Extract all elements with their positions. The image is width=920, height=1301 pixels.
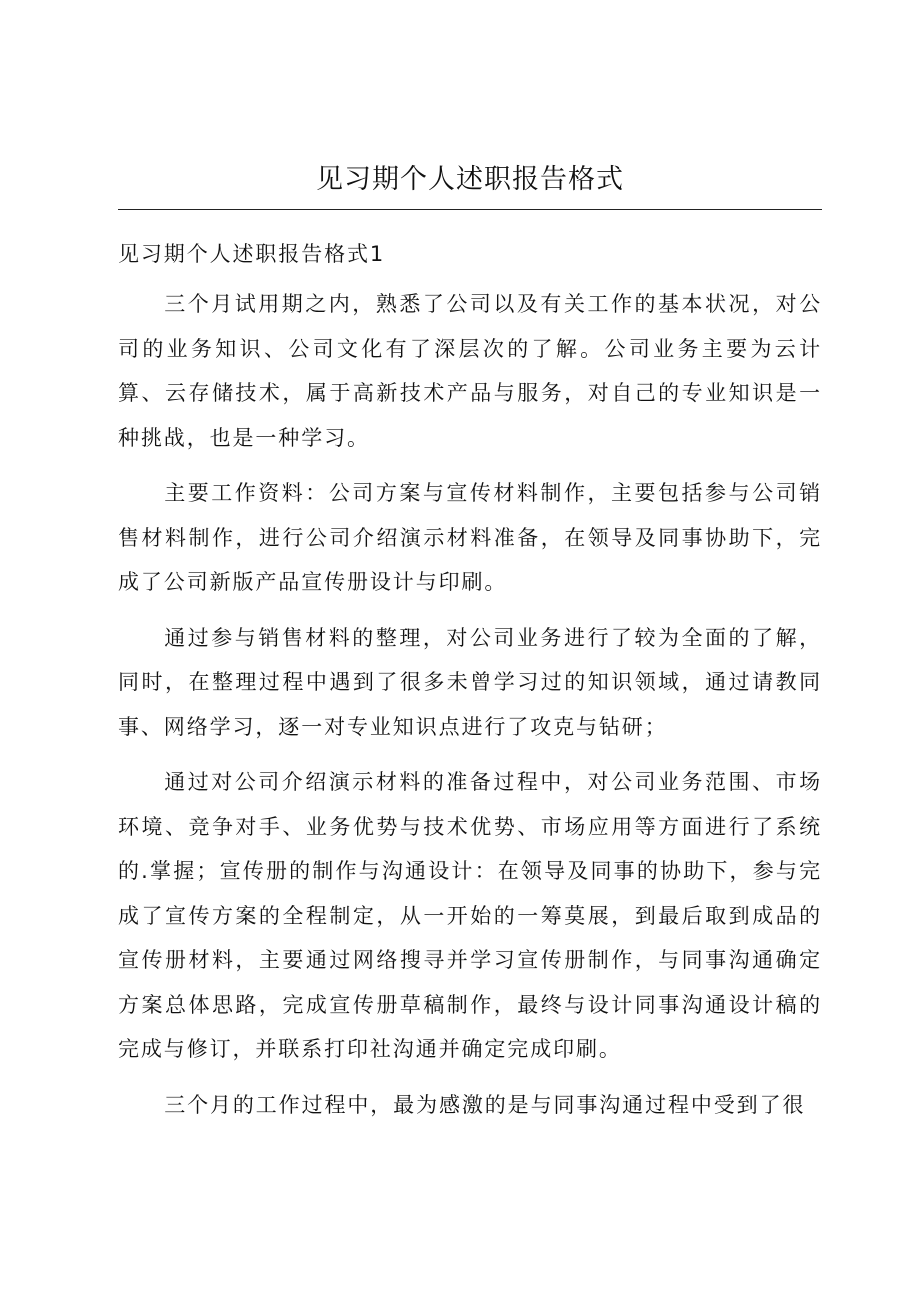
paragraph: 通过对公司介绍演示材料的准备过程中，对公司业务范围、市场环境、竞争对手、业务优势与技术优势、市场应用等方面进行了系统的.掌握；宣传册的制作与沟通设计：在领导及同事的协助下，参与完成了宣传方案的全程制定，从一开始的一筹莫展，到最后取到成品的宣传册材料，主要通过网络搜寻并学习宣传册制作，与同事沟通确定方案总体思路，完成宣传册草稿制作，最终与设计同事沟通设计稿的完成与修订，并联系打印社沟通并确定完成印刷。	[118, 770, 822, 1061]
paragraph: 主要工作资料：公司方案与宣传材料制作，主要包括参与公司销售材料制作，进行公司介绍演示材料准备，在领导及同事协助下，完成了公司新版产品宣传册设计与印刷。	[118, 481, 822, 594]
document-title: 见习期个人述职报告格式	[316, 164, 624, 195]
paragraph: 通过参与销售材料的整理，对公司业务进行了较为全面的了解，同时，在整理过程中遇到了很多未曾学习过的知识领域，通过请教同事、网络学习，逐一对专业知识点进行了攻克与钻研；	[118, 625, 822, 739]
paragraph: 三个月试用期之内，熟悉了公司以及有关工作的基本状况，对公司的业务知识、公司文化有了深层次的了解。公司业务主要为云计算、云存储技术，属于高新技术产品与服务，对自己的专业知识是一种挑战，也是一种学习。	[118, 292, 822, 450]
document-body	[118, 226, 822, 1138]
section-heading: 见习期个人述职报告格式1	[118, 242, 386, 266]
paragraph: 三个月的工作过程中，最为感激的是与同事沟通过程中受到了很	[164, 1092, 806, 1117]
title-divider	[118, 209, 822, 210]
